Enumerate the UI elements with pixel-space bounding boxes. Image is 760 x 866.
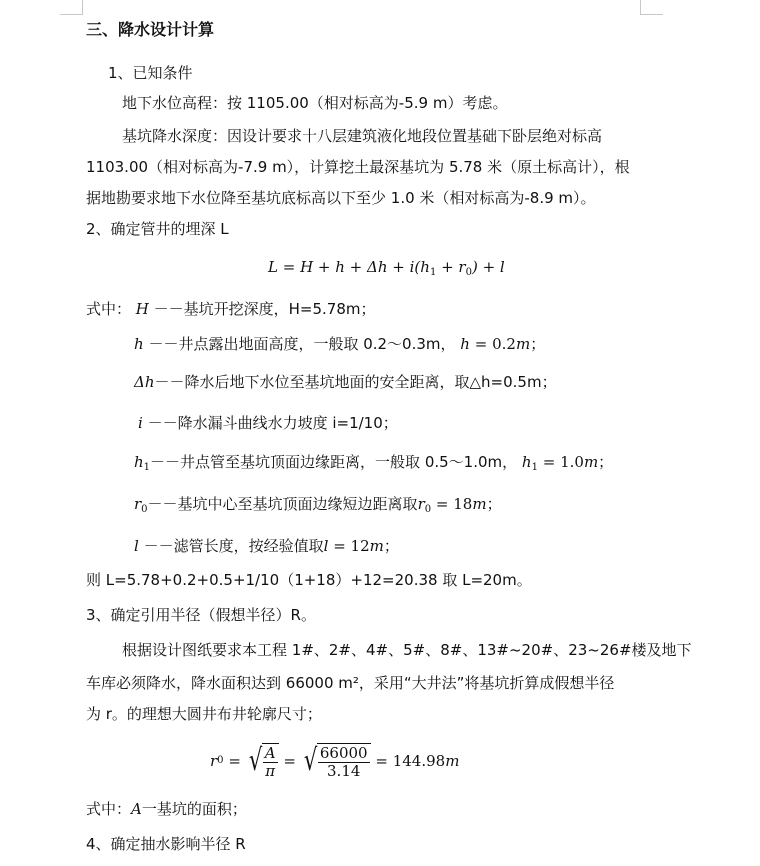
legend-text-H: －－基坑开挖深度，H=5.78m； [153,300,376,318]
formula-well-depth: $L = H + h + \Delta h + i(h_1 + r_0) + l$ [268,258,505,278]
paragraph-depth-line-1: 基坑降水深度：因设计要求十八层建筑液化地段位置基础下卧层绝对标高 [122,127,603,145]
formula-denominator: 3.14 [327,761,361,780]
legend-text-A: 一基坑的面积； [141,800,247,818]
legend-text-l: －－滤管长度，按经验值取 [143,537,324,555]
subheading-well-depth: 2、确定管井的埋深 L [86,220,229,238]
subheading-known-conditions: 1、已知条件 [108,64,193,82]
paragraph-depth-line-2: 1103.00（相对标高为-7.9 m），计算挖土最深基坑为 5.78 米（原土标高计），根 [86,158,630,176]
formula-legend-h1: $h_1--$井点管至基坑顶面边缘距离，一般取 0.5～1.0m， $h_1 = 1.0m$； [134,453,614,473]
page-corner-mark-right [640,0,663,15]
formula-label-2: 式中： [86,800,132,818]
legend-text-dh: －－降水后地下水位至基坑地面的安全距离，取△h=0.5m； [154,373,557,391]
page-corner-mark-left [60,0,83,15]
subheading-influence-radius: 4、确定抽水影响半径 R [86,835,246,853]
formula-legend-h: h －－井点露出地面高度，一般取 0.2～0.3m， h = 0.2m； [134,335,546,353]
legend-text-r0: －－基坑中心至基坑顶面边缘短边距离取 [147,495,418,513]
formula-legend-A: 式中：A一基坑的面积； [86,800,247,818]
paragraph-radius-line-2: 车库必须降水，降水面积达到 66000 m²，采用“大井法”将基坑折算成假想半径 [86,674,615,692]
subheading-reference-radius: 3、确定引用半径（假想半径）R。 [86,606,316,624]
formula-label: 式中： [86,300,132,318]
formula-legend-i: i －－降水漏斗曲线水力坡度 i=1/10； [138,414,398,432]
section-title: 三、降水设计计算 [86,20,215,39]
formula-result: 144.98 [392,752,446,770]
paragraph-water-level: 地下水位高程：按 1105.00（相对标高为-5.9 m）考虑。 [122,94,508,112]
paragraph-radius-line-3: 为 r。的理想大圆井布井轮廓尺寸； [86,705,322,723]
legend-text-i: －－降水漏斗曲线水力坡度 i=1/10； [147,414,398,432]
formula-numerator: 66000 [319,743,368,762]
formula-legend-r0: $r_0--$基坑中心至基坑顶面边缘短边距离取$r_0 = 18m$； [134,495,502,515]
formula-legend-dh: Δh－－降水后地下水位至基坑地面的安全距离，取△h=0.5m； [134,373,557,391]
formula-radius: r 0 = √ $\frac{A}{\pi}$ = √ $\frac{66000}{3.14}$ = 144.98 m [210,742,460,780]
result-L: 则 L=5.78+0.2+0.5+1/10（1+18）+12=20.38 取 L=20m。 [86,571,532,589]
paragraph-radius-line-1: 根据设计图纸要求本工程 1#、2#、4#、5#、8#、13#~20#、23~26#楼及地下 [122,641,692,659]
formula-legend-l: l －－滤管长度，按经验值取l = 12m； [134,537,399,555]
paragraph-depth-line-3: 据地勘要求地下水位降至基坑底标高以下至少 1.0 米（相对标高为-8.9 m）。 [86,189,596,207]
formula-legend-H: 式中： H －－基坑开挖深度，H=5.78m； [86,300,376,318]
legend-text-h1: －－井点管至基坑顶面边缘距离，一般取 0.5～1.0m， [150,453,518,471]
legend-text-h: －－井点露出地面高度，一般取 0.2～0.3m， [148,335,456,353]
